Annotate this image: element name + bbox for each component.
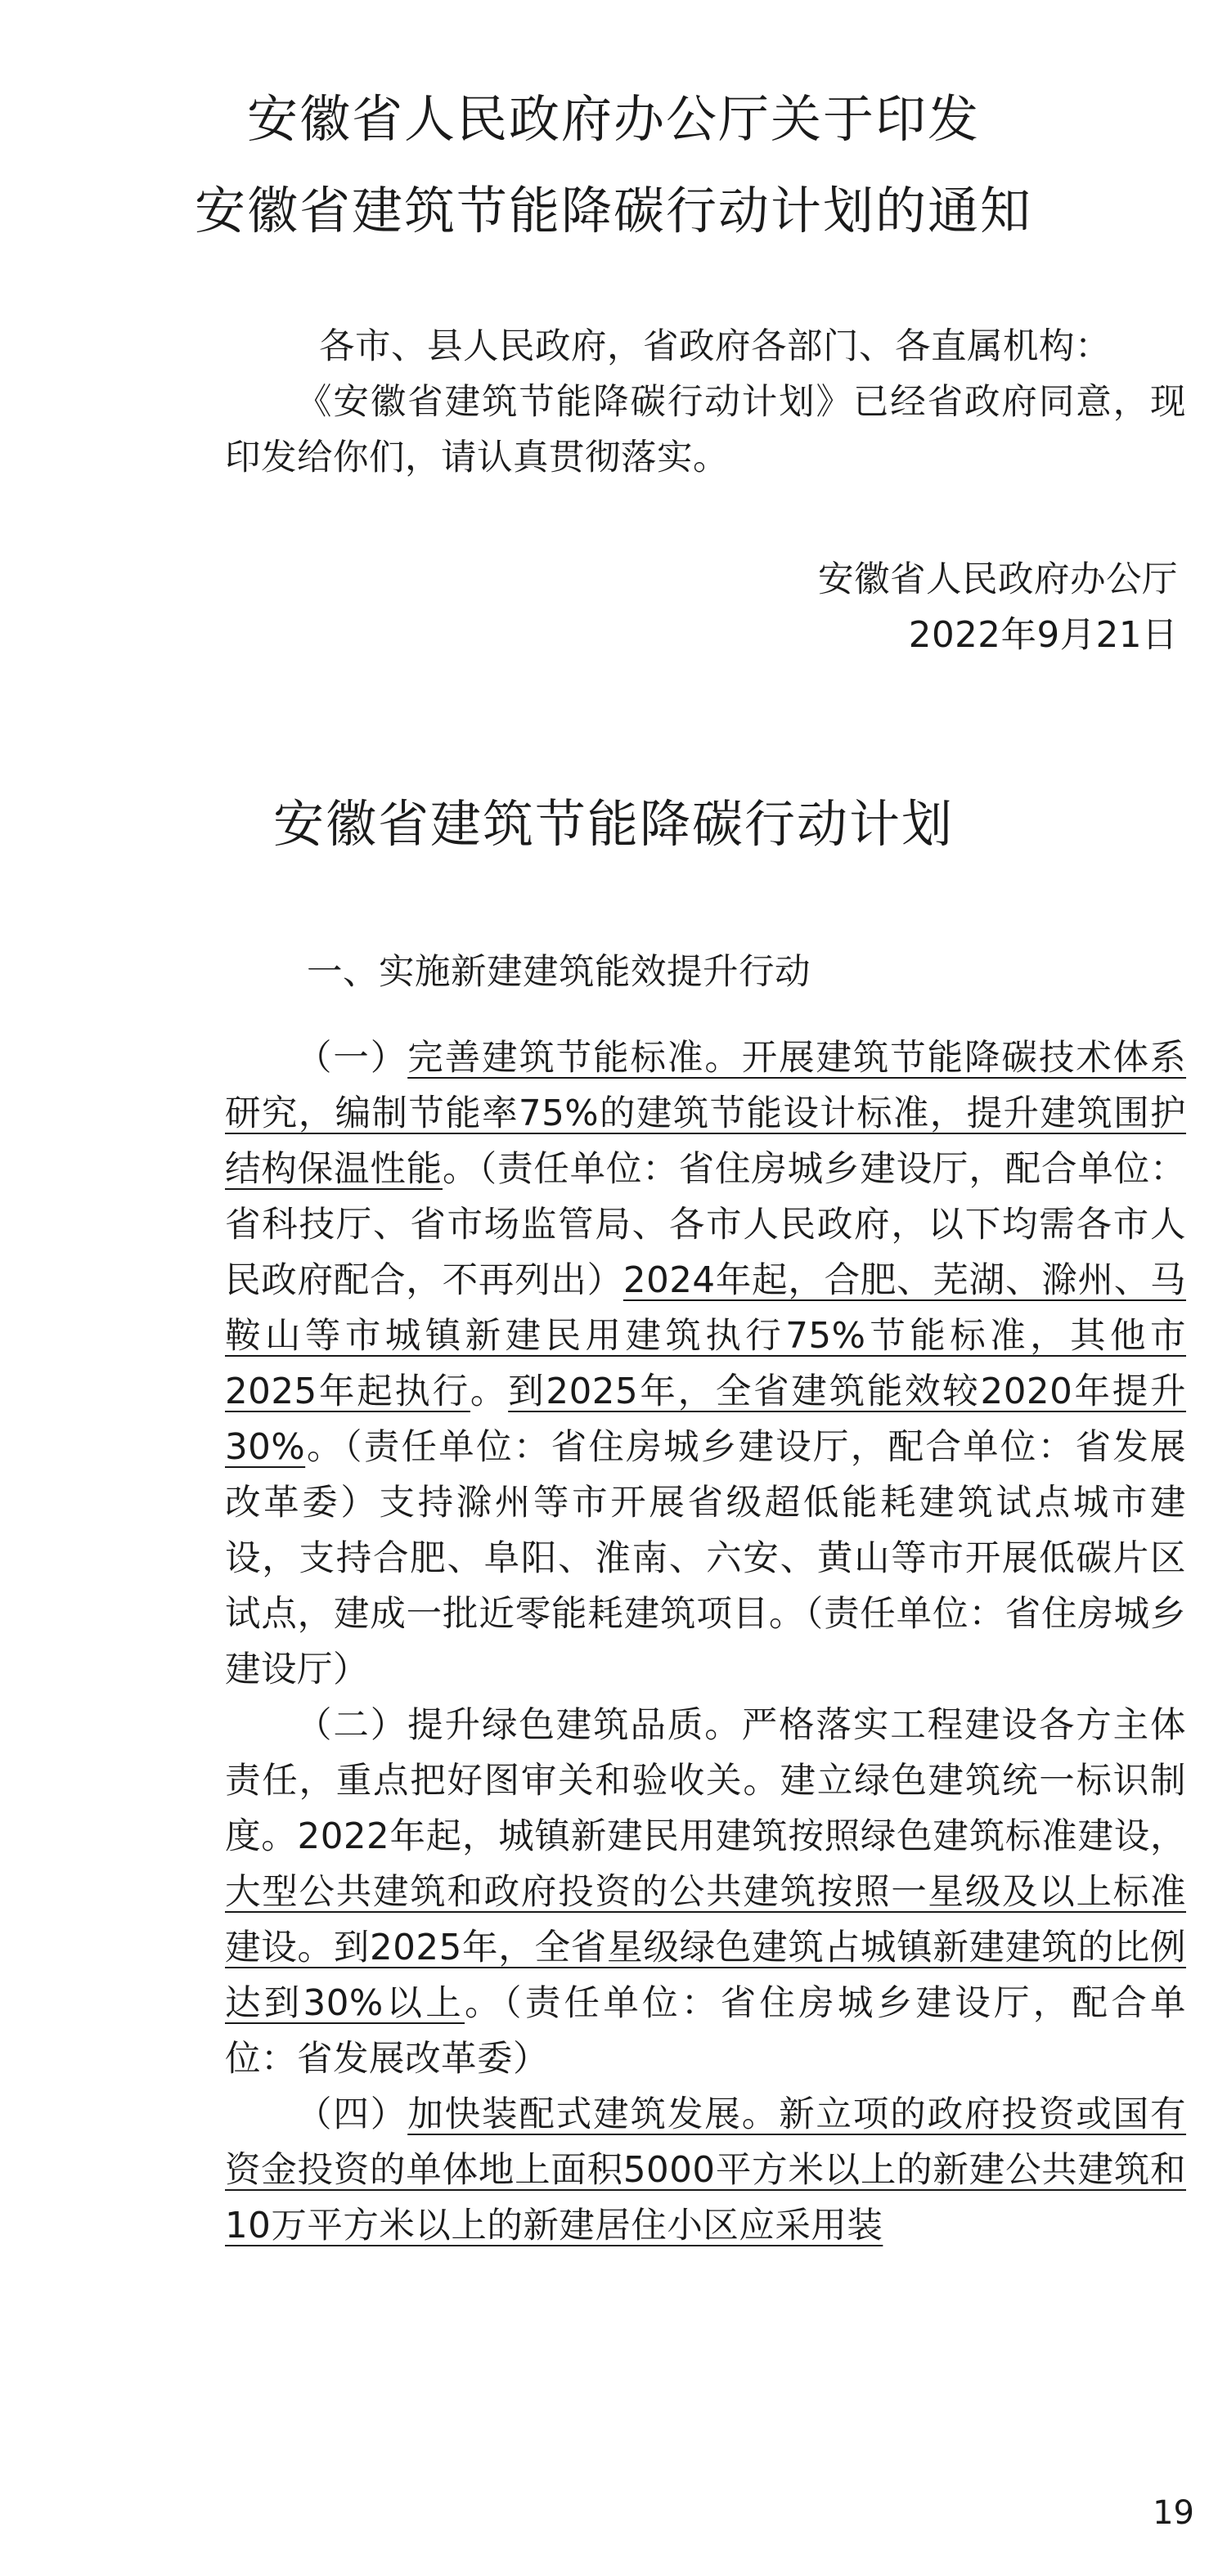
underlined-text-run: 完善建筑节能标准。开展建筑节能降碳技术体系研究，编制节能率75%的建筑节能设计标准，提升建筑围护结构保温性能 — [225, 1038, 1187, 1190]
text-run: （二）提升绿色建筑品质。严格落实工程建设各方主体责任，重点把好图审关和验收关。建立绿色建筑统一标识制度。2022年起，城镇新建民用建筑按照绿色建筑标准建设， — [225, 1705, 1186, 1857]
paragraph-green-building — [225, 1698, 1186, 2087]
underlined-text-run: 大型公共建筑和政府投资的公共建筑按照一星级及以上标准建设。到2025年，全省星级绿色建筑占城镇新建建筑的比例达到30%以上 — [225, 1872, 1186, 2024]
underlined-text-run: 2024年起，合肥、芜湖、滁州、马鞍山等市城镇新建民用建筑执行75%节能标准，其他市2025年起执行 — [225, 1260, 1186, 1412]
plan-body — [225, 1030, 1186, 2254]
signature-date: 2022年9月21日 — [908, 615, 1178, 656]
text-run: 。（责任单位：省住房城乡建设厅，配合单位：省发展改革委） — [225, 1983, 1187, 2080]
notice-greeting: 各市、县人民政府，省政府各部门、各直属机构： — [319, 326, 1111, 367]
notice-title — [0, 74, 1227, 257]
underlined-text-run: 加快装配式建筑发展。新立项的政府投资或国有资金投资的单体地上面积5000平方米以上的新建公共建筑和10万平方米以上的新建居住小区应采用装 — [225, 2094, 1187, 2246]
section-heading: 一、实施新建建筑能效提升行动 — [307, 952, 811, 993]
underlined-text-run: 到2025年，全省建筑能效较2020年提升30% — [225, 1371, 1186, 1468]
paragraph-prefab-building — [225, 2087, 1186, 2254]
text-run: 。（责任单位：省住房城乡建设厅，配合单位：省发展改革委）支持滁州等市开展省级超低能耗建筑试点城市建设，支持合肥、阜阳、淮南、六安、黄山等市开展低碳片区试点，建成一批近零能耗建筑项目。（责任单位：省住房城乡建设厅） — [225, 1427, 1186, 1690]
notice-title-line-1: 安徽省人民政府办公厅关于印发 — [246, 89, 980, 149]
notice-body: 《安徽省建筑节能降碳行动计划》已经省政府同意，现印发给你们，请认真贯彻落实。 — [225, 382, 1186, 478]
paragraph-standards — [225, 1030, 1186, 1698]
signer-name: 安徽省人民政府办公厅 — [818, 559, 1178, 600]
text-run: 。（责任单位：省住房城乡建设厅，配合单位：省科技厅、省市场监管局、各市人民政府，以下均需各市人民政府配合，不再列出） — [225, 1149, 1187, 1301]
page-number: 19 — [1153, 2494, 1194, 2532]
text-run: （一） — [296, 1038, 408, 1079]
notice-title-line-2: 安徽省建筑节能降碳行动计划的通知 — [194, 181, 1032, 240]
text-run: （四） — [296, 2094, 408, 2135]
plan-title: 安徽省建筑节能降碳行动计划 — [272, 794, 954, 854]
text-run: 。 — [470, 1371, 509, 1412]
notice-signature — [818, 552, 1178, 663]
